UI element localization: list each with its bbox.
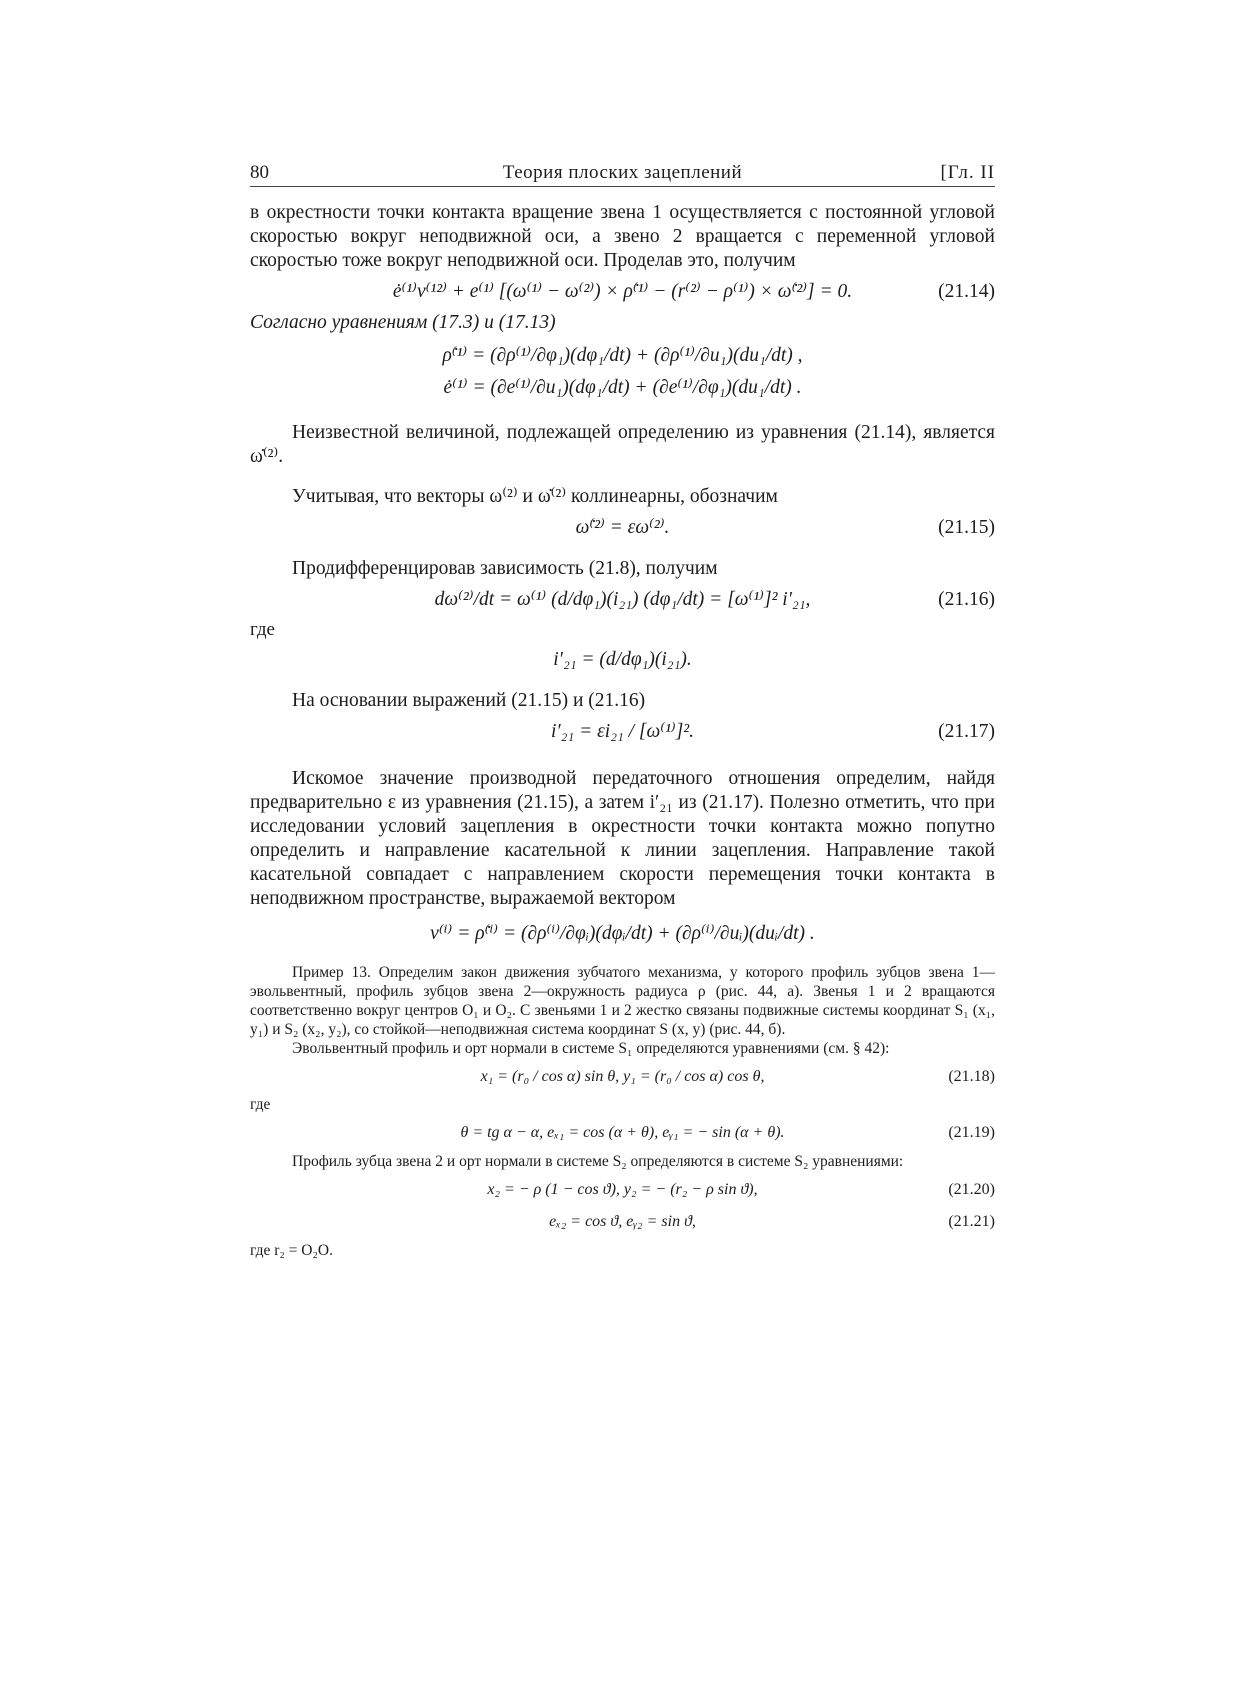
equation-number-21-15: (21.15) (938, 517, 995, 538)
equation-number-21-19: (21.19) (948, 1124, 995, 1141)
equation-rho-dot-body: ρ̇⁽¹⁾ = (∂ρ⁽¹⁾/∂φ₁)(dφ₁/dt) + (∂ρ⁽¹⁾/∂u₁)(du₁/dt) , (442, 345, 803, 366)
equation-21-20 (250, 1177, 995, 1203)
equation-21-20-body: x₂ = − ρ (1 − cos ϑ), y₂ = − (r₂ − ρ sin ϑ), (487, 1181, 758, 1198)
equation-velocity-body: v⁽ⁱ⁾ = ρ̇⁽ⁱ⁾ = (∂ρ⁽ⁱ⁾/∂φᵢ)(dφᵢ/dt) + (∂ρ⁽ⁱ⁾/∂uᵢ)(duᵢ/dt) . (430, 923, 815, 944)
paragraph-5: Продифференцировав зависимость (21.8), получим (292, 558, 718, 579)
equation-number-21-21: (21.21) (948, 1213, 995, 1230)
equation-e-dot (250, 375, 995, 401)
equation-21-19-body: θ = tg α − α, eₓ₁ = cos (α + θ), eᵧ₁ = − sin (α + θ). (460, 1124, 785, 1141)
equation-21-16-body: dω⁽²⁾/dt = ω⁽¹⁾ (d/dφ₁)(i₂₁) (dφ₁/dt) = [ω⁽¹⁾]² i′₂₁, (434, 589, 811, 610)
equation-21-16 (250, 587, 995, 613)
equation-21-15-body: ω̇⁽²⁾ = εω⁽²⁾. (575, 517, 670, 538)
example-13 (250, 963, 995, 1058)
equation-21-18-body: x₁ = (r₀ / cos α) sin θ, y₁ = (r₀ / cos α) cos θ, (480, 1068, 765, 1085)
equation-number-21-14: (21.14) (938, 281, 995, 302)
equation-i21-prime-body: i′₂₁ = (d/dφ₁)(i₂₁). (553, 649, 692, 670)
example-paragraph-2: Эвольвентный профиль и орт нормали в системе S₁ определяются уравнениями (см. § 42): (292, 1040, 890, 1057)
equation-rho-dot (250, 343, 995, 369)
paragraph-1: в окрестности точки контакта вращение звена 1 осуществляется с постоянной угловой скоростью вокруг неподвижной оси, а звено 2 вращается с переменной угловой скоростью тоже вокруг неподвижной оси. Проделав это, получим (250, 202, 995, 271)
equation-21-18 (250, 1064, 995, 1090)
equation-21-15 (250, 515, 995, 541)
page-content (250, 160, 995, 1260)
paragraph-7: Искомое значение производной передаточного отношения определим, найдя предварительно ε из уравнения (21.15), а затем i′₂₁ из (21.17). Полезно отметить, что при исследовании условий зацепления в окрестности точки контакта можно попутно определить и направление касательной к линии зацепления. Направление такой касательной совпадает с направлением скорости перемещения точки контакта в неподвижном пространстве, выражаемой вектором (250, 768, 995, 909)
equation-number-21-18: (21.18) (948, 1068, 995, 1085)
equation-21-21-body: eₓ₂ = cos ϑ, eᵧ₂ = sin ϑ, (549, 1213, 696, 1230)
page-number: 80 (250, 162, 269, 183)
equation-e-dot-body: ė⁽¹⁾ = (∂e⁽¹⁾/∂u₁)(dφ₁/dt) + (∂e⁽¹⁾/∂φ₁)(du₁/dt) . (443, 377, 802, 398)
running-title: Теория плоских зацеплений (502, 162, 743, 183)
equation-number-21-17: (21.17) (938, 721, 995, 742)
example-paragraph-1: Пример 13. Определим закон движения зубчатого механизма, у которого профиль зубцов звена 1—эвольвентный, профиль зубцов звена 2—окружность радиуса ρ (рис. 44, а). Звенья 1 и 2 вращаются соответственно вокруг центров O₁ и O₂. С звеньями 1 и 2 жестко связаны подвижные системы координат S₁ (x₁, y₁) и S₂ (x₂, y₂), со стойкой—неподвижная система координат S (x, y) (рис. 44, б). (250, 964, 995, 1038)
equation-number-21-16: (21.16) (938, 589, 995, 610)
equation-number-21-20: (21.20) (948, 1181, 995, 1198)
equation-21-17 (250, 719, 995, 745)
equation-i21-prime (250, 647, 995, 673)
example-paragraph-3: Профиль зубца звена 2 и орт нормали в системе S₂ определяются в системе S₂ уравнениями: (292, 1153, 904, 1170)
example-paragraph-4: где r₂ = O₂O. (250, 1242, 333, 1259)
equation-velocity (250, 921, 995, 947)
equation-21-17-body: i′₂₁ = εi₂₁ / [ω⁽¹⁾]². (550, 721, 695, 742)
paragraph-4: Учитывая, что векторы ω⁽²⁾ и ω̇⁽²⁾ коллинеарны, обозначим (292, 486, 778, 507)
running-header (250, 160, 995, 187)
equation-21-21 (250, 1209, 995, 1235)
equation-21-14 (250, 279, 995, 305)
equation-21-19 (250, 1120, 995, 1146)
where-label-1: где (250, 619, 275, 640)
equation-21-14-body: ė⁽¹⁾v⁽¹²⁾ + e⁽¹⁾ [(ω⁽¹⁾ − ω⁽²⁾) × ρ̇⁽¹⁾ − (r⁽²⁾ − ρ⁽¹⁾) × ω̇⁽²⁾] = 0. (392, 281, 853, 302)
paragraph-6: На основании выражений (21.15) и (21.16) (292, 690, 646, 711)
paragraph-3: Неизвестной величиной, подлежащей определению из уравнения (21.14), является ω̇⁽²⁾. (250, 422, 995, 467)
chapter-label: [Гл. II (940, 162, 995, 183)
paragraph-2: Согласно уравнениям (17.3) и (17.13) (250, 312, 556, 333)
where-label-2: где (250, 1096, 271, 1113)
